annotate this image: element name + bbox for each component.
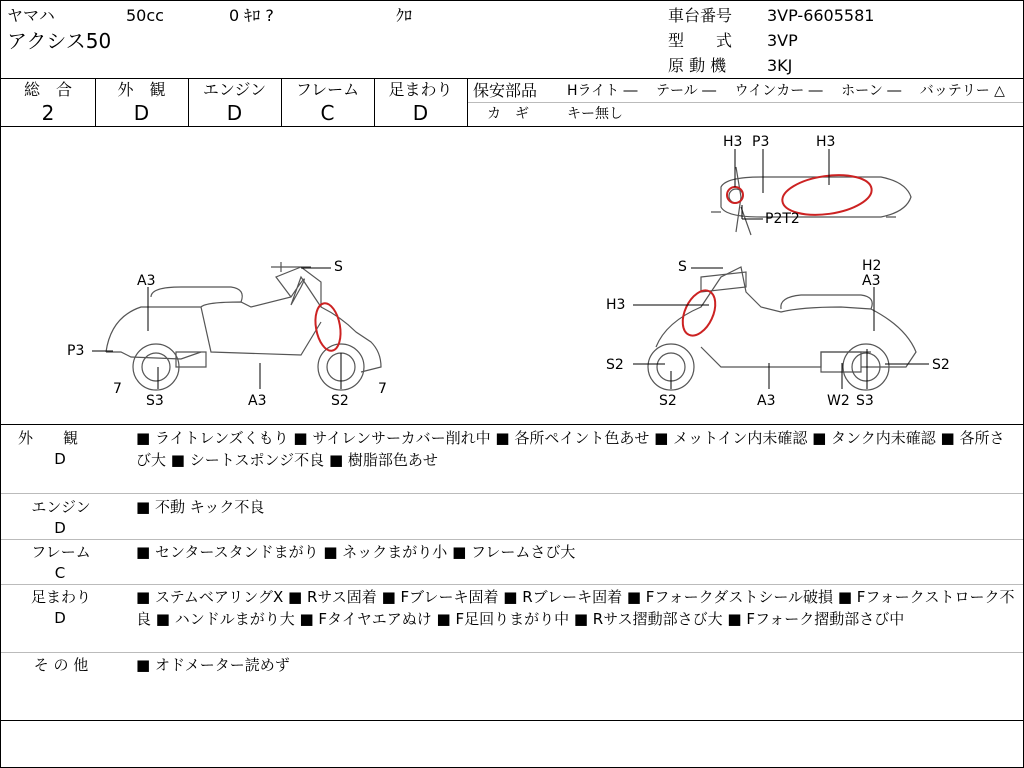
remark-grade-engine: D [54, 519, 66, 537]
divider [467, 78, 468, 126]
exterior-grade: D [133, 101, 150, 125]
type-value: 3VP [767, 31, 798, 50]
divider [1, 539, 1023, 540]
left-label-s: S [334, 259, 343, 275]
remark-label-suspension: 足まわり [30, 588, 91, 606]
remark-grade-suspension: D [54, 609, 66, 627]
left-label-7-right: 7 [378, 381, 387, 397]
damage-marks [312, 170, 874, 353]
remark-grade-exterior: D [54, 450, 66, 468]
right-label-s3: S3 [856, 393, 874, 409]
right-label-s2-bottom: S2 [659, 393, 677, 409]
right-label-h2: H2 [862, 258, 882, 274]
engine-label: 原 動 機 [668, 56, 727, 75]
key-value: キー無し [567, 106, 623, 122]
maker-name: ヤマハ [7, 6, 55, 25]
exterior-label: 外 観 [117, 80, 166, 99]
remark-label-engine: エンジン [31, 498, 91, 516]
key-label: カ ギ [487, 106, 529, 122]
right-label-s: S [678, 259, 687, 275]
frame-no: 3VP-6605581 [767, 6, 875, 25]
right-label-h3: H3 [606, 297, 626, 313]
right-label-s2-left: S2 [606, 357, 624, 373]
divider [1, 584, 1023, 585]
divider [467, 102, 1023, 103]
suspension-grade: D [412, 101, 429, 125]
overall-grade: 2 [41, 101, 55, 125]
leader-lines [92, 149, 929, 389]
frame-grade: C [320, 101, 335, 125]
safety-label: 保安部品 [473, 81, 538, 100]
top-label-p2t2: P2T2 [765, 211, 800, 227]
top-label-h3: H3 [723, 134, 743, 150]
right-label-a3: A3 [862, 273, 881, 289]
right-label-s2-right: S2 [932, 357, 950, 373]
engine-grade: D [226, 101, 243, 125]
remark-label-other: そ の 他 [33, 656, 89, 674]
engine-value: 3KJ [767, 56, 793, 75]
displacement: 50cc [126, 6, 164, 25]
frame-no-label: 車台番号 [668, 6, 733, 25]
color: ｸﾛ [396, 6, 413, 25]
suspension-grade-label: 足まわり [388, 80, 453, 99]
left-label-s2: S2 [331, 393, 349, 409]
left-label-s3: S3 [146, 393, 164, 409]
remark-label-exterior: 外 観 [17, 429, 78, 447]
engine-grade-label: エンジン [202, 80, 267, 99]
remark-text-frame: ■ センタースタンドまがり ■ ネックまがり小 ■ フレームさび大 [136, 543, 576, 561]
divider [1, 493, 1023, 494]
remark-grade-frame: C [54, 564, 66, 582]
top-label-h3-right: H3 [816, 134, 836, 150]
model-name: アクシス50 [7, 29, 112, 53]
remark-text-other: ■ オドメーター読めず [136, 656, 290, 674]
remark-text-engine: ■ 不動 キック不良 [136, 498, 265, 516]
safety-items: Hライト ― テール ― ウインカー ― ホーン ― バッテリー △ [567, 83, 1005, 99]
mileage: 0 ｷﾛ ? [229, 6, 274, 25]
remark-text-suspension: ■ ステムベアリングX ■ Rサス固着 ■ Fブレーキ固着 ■ Rブレーキ固着 ■ Fフォークダストシール破損 ■ Fフォークストローク不良 ■ ハンドルまがり大 ■ Fタイヤエアぬけ ■ F足回りまがり中 ■ Rサス摺動部さび大 ■ Fフォーク摺動部さび中 [136, 588, 1015, 628]
remark-text-exterior: ■ ライトレンズくもり ■ サイレンサーカバー削れ中 ■ 各所ペイント色あせ ■ メットイン内未確認 ■ タンク内未確認 ■ 各所さび大 ■ シートスポンジ不良 ■ 樹脂部色あせ [136, 429, 1005, 469]
left-label-7: 7 [113, 381, 122, 397]
frame-grade-label: フレーム [295, 80, 360, 99]
divider [1, 424, 1023, 425]
divider [1, 720, 1023, 721]
left-label-p3: P3 [67, 343, 85, 359]
left-label-a3-bottom: A3 [248, 393, 267, 409]
top-label-p3: P3 [752, 134, 770, 150]
divider [1, 652, 1023, 653]
type-label: 型 式 [668, 31, 733, 50]
remark-label-frame: フレーム [31, 543, 91, 561]
right-label-w2: W2 [827, 393, 850, 409]
divider [1, 78, 1023, 79]
left-label-a3: A3 [137, 273, 156, 289]
overall-label: 総 合 [23, 80, 72, 99]
right-label-a3-bottom: A3 [757, 393, 776, 409]
